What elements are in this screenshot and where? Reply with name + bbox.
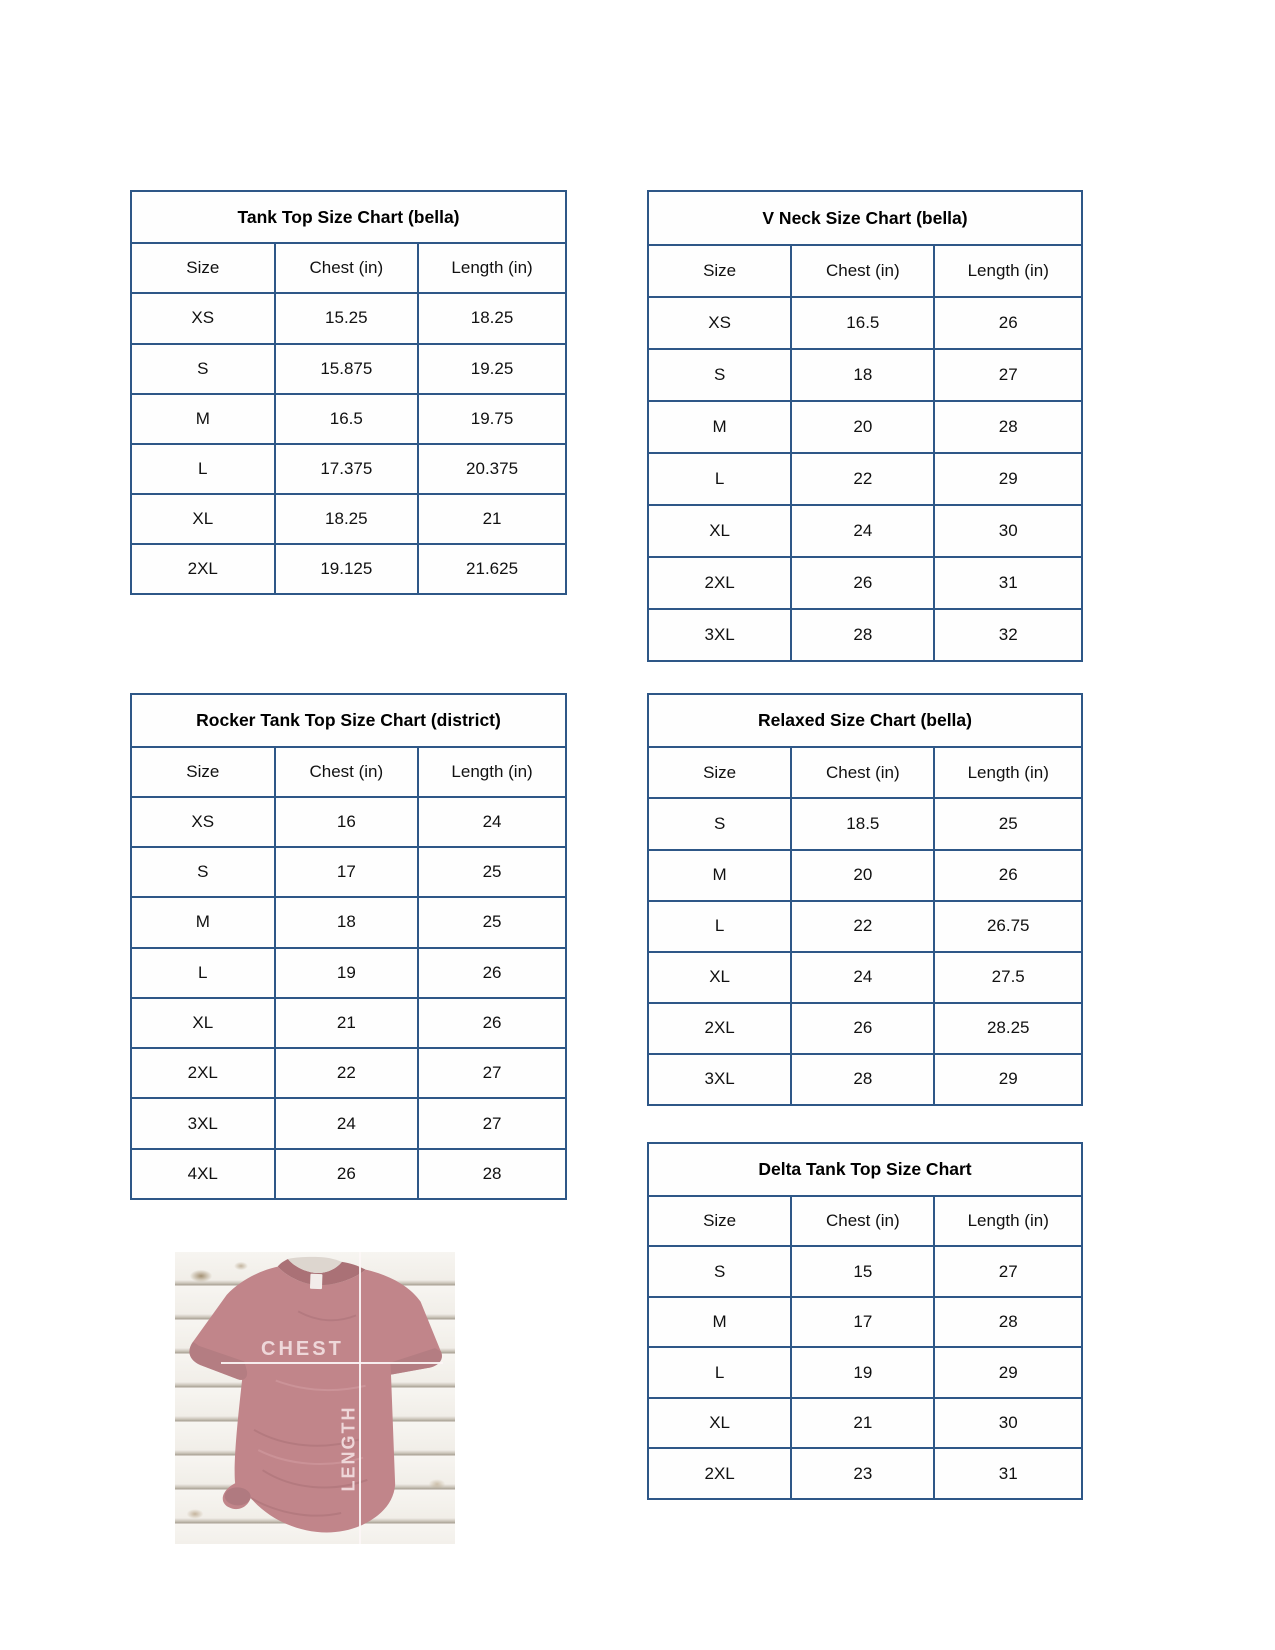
table-cell: 25 bbox=[934, 798, 1082, 849]
table-title: Rocker Tank Top Size Chart (district) bbox=[131, 694, 566, 747]
table-cell: 29 bbox=[934, 1347, 1082, 1398]
table-cell: 26 bbox=[791, 1003, 934, 1054]
table-title: Tank Top Size Chart (bella) bbox=[131, 191, 566, 243]
table-cell: 2XL bbox=[648, 1003, 791, 1054]
table-cell: 18.5 bbox=[791, 798, 934, 849]
table-cell: 3XL bbox=[648, 1054, 791, 1105]
column-header: Length (in) bbox=[934, 245, 1082, 297]
table-row bbox=[648, 349, 1082, 401]
table-cell: 17.375 bbox=[275, 444, 419, 494]
chest-label: CHEST bbox=[261, 1338, 344, 1360]
table-row bbox=[648, 1347, 1082, 1398]
table-cell: 26 bbox=[934, 850, 1082, 901]
table-cell: 27.5 bbox=[934, 952, 1082, 1003]
table-cell: 19 bbox=[275, 948, 419, 998]
table-cell: 26 bbox=[791, 557, 934, 609]
table-cell: S bbox=[648, 349, 791, 401]
table-row bbox=[648, 1398, 1082, 1449]
table-row bbox=[648, 901, 1082, 952]
table-row bbox=[648, 952, 1082, 1003]
table-header-row bbox=[131, 243, 566, 293]
table-cell: 26 bbox=[418, 998, 566, 1048]
size-table-relaxed bbox=[647, 693, 1083, 1106]
table-cell: 20 bbox=[791, 401, 934, 453]
table-cell: 4XL bbox=[131, 1149, 275, 1199]
table-row bbox=[131, 897, 566, 947]
table-cell: 26 bbox=[275, 1149, 419, 1199]
table-cell: 24 bbox=[791, 505, 934, 557]
table-cell: 28.25 bbox=[934, 1003, 1082, 1054]
table-cell: S bbox=[648, 798, 791, 849]
table-cell: 25 bbox=[418, 847, 566, 897]
table-cell: S bbox=[131, 344, 275, 394]
table-row bbox=[131, 1149, 566, 1199]
table-row bbox=[648, 1003, 1082, 1054]
table-row bbox=[648, 1054, 1082, 1105]
size-table-tank-top bbox=[130, 190, 567, 595]
table-row bbox=[648, 1246, 1082, 1297]
table-cell: 26.75 bbox=[934, 901, 1082, 952]
table-cell: 28 bbox=[934, 1297, 1082, 1348]
length-label: LENGTH bbox=[338, 1405, 359, 1492]
chest-measure-line bbox=[221, 1362, 443, 1364]
table-cell: 18.25 bbox=[275, 494, 419, 544]
table-row bbox=[131, 544, 566, 594]
table-row bbox=[131, 998, 566, 1048]
column-header: Size bbox=[648, 245, 791, 297]
table-row bbox=[131, 344, 566, 394]
table-cell: 2XL bbox=[131, 1048, 275, 1098]
table-cell: 25 bbox=[418, 897, 566, 947]
table-header-row bbox=[648, 245, 1082, 297]
column-header: Length (in) bbox=[934, 1196, 1082, 1247]
table-cell: 20.375 bbox=[418, 444, 566, 494]
table-cell: 16.5 bbox=[275, 394, 419, 444]
table-row bbox=[131, 948, 566, 998]
table-cell: XS bbox=[131, 797, 275, 847]
table-cell: 31 bbox=[934, 557, 1082, 609]
table-row bbox=[648, 850, 1082, 901]
table-row bbox=[131, 394, 566, 444]
table-cell: 28 bbox=[791, 609, 934, 661]
size-table-v-neck bbox=[647, 190, 1083, 662]
table-title-row bbox=[648, 694, 1082, 747]
column-header: Size bbox=[131, 747, 275, 797]
column-header: Chest (in) bbox=[275, 747, 419, 797]
table-cell: S bbox=[131, 847, 275, 897]
table-cell: 22 bbox=[275, 1048, 419, 1098]
table-row bbox=[648, 453, 1082, 505]
table-cell: 17 bbox=[791, 1297, 934, 1348]
column-header: Chest (in) bbox=[791, 747, 934, 798]
table-cell: 28 bbox=[418, 1149, 566, 1199]
table-row bbox=[131, 494, 566, 544]
table-row bbox=[648, 1448, 1082, 1499]
table-cell: 19.25 bbox=[418, 344, 566, 394]
table-cell: 2XL bbox=[131, 544, 275, 594]
table-cell: 2XL bbox=[648, 557, 791, 609]
table-row bbox=[648, 297, 1082, 349]
column-header: Size bbox=[648, 1196, 791, 1247]
table-title: V Neck Size Chart (bella) bbox=[648, 191, 1082, 245]
table-cell: M bbox=[648, 1297, 791, 1348]
table-cell: 27 bbox=[934, 1246, 1082, 1297]
table-header-row bbox=[648, 747, 1082, 798]
table-cell: 24 bbox=[275, 1098, 419, 1148]
table-title: Relaxed Size Chart (bella) bbox=[648, 694, 1082, 747]
table-cell: M bbox=[131, 394, 275, 444]
table-cell: 19 bbox=[791, 1347, 934, 1398]
table-title: Delta Tank Top Size Chart bbox=[648, 1143, 1082, 1196]
table-cell: 21 bbox=[791, 1398, 934, 1449]
table-row bbox=[648, 798, 1082, 849]
table-row bbox=[131, 797, 566, 847]
table-cell: 20 bbox=[791, 850, 934, 901]
table-cell: 26 bbox=[934, 297, 1082, 349]
table-cell: L bbox=[131, 444, 275, 494]
column-header: Size bbox=[131, 243, 275, 293]
table-row bbox=[648, 401, 1082, 453]
column-header: Length (in) bbox=[418, 243, 566, 293]
table-cell: 3XL bbox=[648, 609, 791, 661]
column-header: Length (in) bbox=[934, 747, 1082, 798]
table-cell: 16 bbox=[275, 797, 419, 847]
table-cell: 29 bbox=[934, 1054, 1082, 1105]
table-cell: 26 bbox=[418, 948, 566, 998]
column-header: Length (in) bbox=[418, 747, 566, 797]
table-cell: XL bbox=[648, 1398, 791, 1449]
size-table-delta-tank bbox=[647, 1142, 1083, 1500]
table-cell: 16.5 bbox=[791, 297, 934, 349]
table-cell: 18 bbox=[275, 897, 419, 947]
table-cell: M bbox=[648, 401, 791, 453]
table-cell: L bbox=[648, 901, 791, 952]
table-cell: 18 bbox=[791, 349, 934, 401]
table-cell: 27 bbox=[418, 1048, 566, 1098]
table-cell: 19.125 bbox=[275, 544, 419, 594]
table-cell: XL bbox=[131, 998, 275, 1048]
table-cell: 23 bbox=[791, 1448, 934, 1499]
table-cell: 28 bbox=[791, 1054, 934, 1105]
table-cell: 21 bbox=[418, 494, 566, 544]
table-cell: XS bbox=[648, 297, 791, 349]
table-cell: 22 bbox=[791, 901, 934, 952]
table-cell: 24 bbox=[791, 952, 934, 1003]
column-header: Chest (in) bbox=[791, 245, 934, 297]
column-header: Chest (in) bbox=[275, 243, 419, 293]
table-title-row bbox=[648, 1143, 1082, 1196]
table-cell: S bbox=[648, 1246, 791, 1297]
table-cell: 27 bbox=[418, 1098, 566, 1148]
table-cell: L bbox=[131, 948, 275, 998]
table-row bbox=[131, 444, 566, 494]
table-cell: 24 bbox=[418, 797, 566, 847]
table-cell: 28 bbox=[934, 401, 1082, 453]
table-cell: 3XL bbox=[131, 1098, 275, 1148]
table-cell: 27 bbox=[934, 349, 1082, 401]
table-cell: M bbox=[131, 897, 275, 947]
table-cell: L bbox=[648, 1347, 791, 1398]
table-cell: 21 bbox=[275, 998, 419, 1048]
table-cell: XL bbox=[131, 494, 275, 544]
table-row bbox=[648, 609, 1082, 661]
table-cell: XS bbox=[131, 293, 275, 343]
table-row bbox=[131, 1048, 566, 1098]
table-header-row bbox=[131, 747, 566, 797]
table-header-row bbox=[648, 1196, 1082, 1247]
table-cell: 19.75 bbox=[418, 394, 566, 444]
table-row bbox=[648, 505, 1082, 557]
table-cell: 22 bbox=[791, 453, 934, 505]
table-cell: 15 bbox=[791, 1246, 934, 1297]
table-row bbox=[131, 293, 566, 343]
table-cell: 15.25 bbox=[275, 293, 419, 343]
table-row bbox=[648, 1297, 1082, 1348]
table-row bbox=[131, 847, 566, 897]
table-cell: 30 bbox=[934, 1398, 1082, 1449]
size-table-rocker-tank bbox=[130, 693, 567, 1200]
table-row bbox=[648, 557, 1082, 609]
table-title-row bbox=[648, 191, 1082, 245]
table-cell: 21.625 bbox=[418, 544, 566, 594]
table-cell: 18.25 bbox=[418, 293, 566, 343]
shirt-measurement-photo bbox=[175, 1252, 455, 1544]
table-cell: 32 bbox=[934, 609, 1082, 661]
table-row bbox=[131, 1098, 566, 1148]
table-cell: M bbox=[648, 850, 791, 901]
table-cell: XL bbox=[648, 952, 791, 1003]
table-title-row bbox=[131, 191, 566, 243]
table-cell: 31 bbox=[934, 1448, 1082, 1499]
table-cell: 29 bbox=[934, 453, 1082, 505]
table-cell: 15.875 bbox=[275, 344, 419, 394]
table-cell: 2XL bbox=[648, 1448, 791, 1499]
tshirt-illustration bbox=[175, 1252, 455, 1544]
table-cell: 17 bbox=[275, 847, 419, 897]
table-cell: 30 bbox=[934, 505, 1082, 557]
table-cell: XL bbox=[648, 505, 791, 557]
table-cell: L bbox=[648, 453, 791, 505]
column-header: Size bbox=[648, 747, 791, 798]
table-title-row bbox=[131, 694, 566, 747]
column-header: Chest (in) bbox=[791, 1196, 934, 1247]
length-measure-line bbox=[359, 1252, 361, 1544]
